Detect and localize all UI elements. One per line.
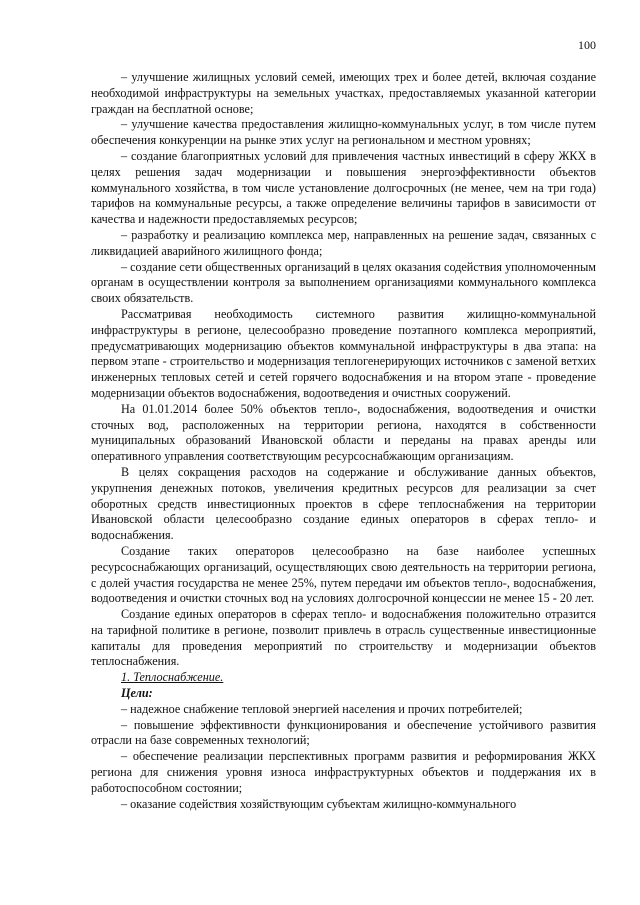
paragraph: ‒ улучшение жилищных условий семей, имеющих трех и более детей, включая создание необходимой инфраструктуры на земельных участках, предоставляемых указанной категории граждан на бесплатной основе; <box>91 70 596 116</box>
paragraph: В целях сокращения расходов на содержание и обслуживание данных объектов, укрупнения денежных потоков, увеличения кредитных ресурсов для реализации за счет оборотных средств инвестиционных проектов в сфере теплоснабжения на территории Ивановской области целесообразно создание единых операторов в сферах тепло- и водоснабжения. <box>91 464 596 543</box>
goal-item: ‒ обеспечение реализации перспективных программ развития и реформирования ЖКХ региона для снижения уровня износа инфраструктурных объектов и поддержания их в работоспособном состоянии; <box>91 749 596 795</box>
page-number: 100 <box>578 38 596 52</box>
goals-heading: Цели: <box>121 686 153 701</box>
paragraph: Создание таких операторов целесообразно на базе наиболее успешных ресурсоснабжающих организаций, осуществляющих свою деятельность на территории региона, с долей участия государства не менее 25%, путем передачи им объектов тепло-, водоснабжения, водоотведения и очистки сточных вод на условиях долгосрочной концессии не менее 15 - 20 лет. <box>91 543 596 606</box>
paragraph: ‒ создание благоприятных условий для привлечения частных инвестиций в сферу ЖКХ в целях решения задач модернизации и повышения энергоэффективности объектов коммунального хозяйства, в том числе установление долгосрочных (не менее, чем на три года) тарифов на коммунальные ресурсы, а также определение величины тарифов в зависимости от качества и надежности предоставляемых ресурсов; <box>91 148 596 227</box>
paragraph: Рассматривая необходимость системного развития жилищно-коммунальной инфраструктуры в регионе, целесообразно проведение поэтапного комплекса мероприятий, предусматривающих модернизацию объектов коммунальной инфраструктуры в два этапа: на первом этапе - строительство и модернизация теплогенерирующих источников с заменой ветхих инженерных тепловых сетей и сетей горячего водоснабжения и на втором этапе - проведение модернизации объектов водоснабжения, водоотведения и очистных сооружений. <box>91 306 596 400</box>
document-body <box>91 70 596 812</box>
paragraph: Создание единых операторов в сферах тепло- и водоснабжения положительно отразится на тарифной политике в регионе, позволит привлечь в отрасль существенные инвестиционные капиталы для проведения мероприятий по строительству и модернизации объектов теплоснабжения. <box>91 607 596 669</box>
paragraph: ‒ улучшение качества предоставления жилищно-коммунальных услуг, в том числе путем обеспечения конкуренции на рынке этих услуг на региональном и местном уровнях; <box>91 117 596 148</box>
goal-item: ‒ повышение эффективности функционирования и обеспечение устойчивого развития отрасли на базе современных технологий; <box>91 717 596 748</box>
section-heading: 1. Теплоснабжение. <box>121 670 224 685</box>
goal-item: ‒ оказание содействия хозяйствующим субъектам жилищно-коммунального <box>121 796 517 811</box>
paragraph: ‒ создание сети общественных организаций в целях оказания содействия уполномоченным органам в осуществлении контроля за выполнением организациями коммунального комплекса своих обязательств. <box>91 259 596 306</box>
paragraph: На 01.01.2014 более 50% объектов тепло-, водоснабжения, водоотведения и очистки сточных вод, расположенных на территории региона, находятся в собственности муниципальных образований Ивановской области и переданы на правах аренды или оперативного управления соответствующим ресурсоснабжающим организациям. <box>91 401 596 464</box>
goal-item: ‒ надежное снабжение тепловой энергией населения и прочих потребителей; <box>121 701 523 716</box>
paragraph: ‒ разработку и реализацию комплекса мер, направленных на решение задач, связанных с ликвидацией аварийного жилищного фонда; <box>91 227 596 258</box>
